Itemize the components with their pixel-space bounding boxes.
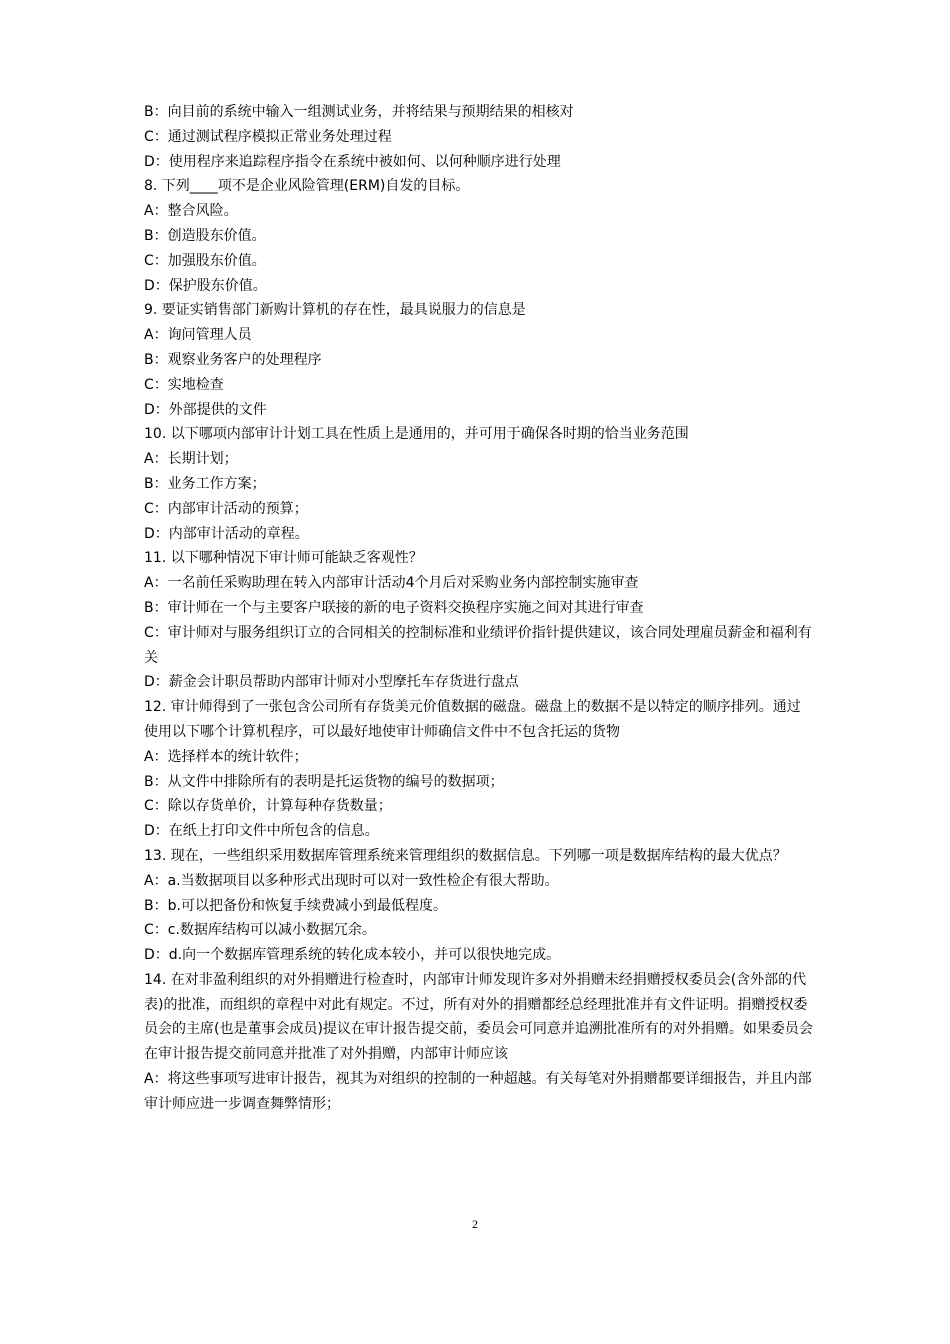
text-line: D：内部审计活动的章程。 xyxy=(144,525,309,542)
text-line: B：向目前的系统中输入一组测试业务，并将结果与预期结果的相核对 xyxy=(144,104,574,120)
text-line: B：b.可以把备份和恢复手续费减小到最低程度。 xyxy=(144,897,447,914)
page-content xyxy=(144,100,814,1117)
text-line: B：创造股东价值。 xyxy=(144,227,266,244)
question-14: 14. 在对非盈利组织的对外捐赠进行检查时，内部审计师发现许多对外捐赠未经捐赠授权委员会(含外部的代表)的批准，而组织的章程中对此有规定。不过，所有对外的捐赠都经总经理批准并有文件证明。捐赠授权委员会的主席(也是董事会成员)提议在审计报告提交前，委员会可同意并追溯批准所有的对外捐赠。如果委员会在审计报告提交前同意并批准了对外捐赠，内部审计师应该 xyxy=(144,971,813,1063)
text-line: B：业务工作方案； xyxy=(144,475,266,492)
text-line: B：从文件中排除所有的表明是托运货物的编号的数据项； xyxy=(144,773,504,790)
text-line: A：选择样本的统计软件； xyxy=(144,748,308,765)
text-line: A：一名前任采购助理在转入内部审计活动4个月后对采购业务内部控制实施审查 xyxy=(144,575,639,592)
text-line: C：c.数据库结构可以减小数据冗余。 xyxy=(144,922,376,939)
text-line: D：使用程序来追踪程序指令在系统中被如何、以何种顺序进行处理 xyxy=(144,153,561,170)
question-13: 13. 现在，一些组织采用数据库管理系统来管理组织的数据信息。下列哪一项是数据库结构的最大优点？ xyxy=(144,847,787,864)
text-line: A：a.当数据项目以多种形式出现时可以对一致性检企有很大帮助。 xyxy=(144,872,559,889)
question-11: 11. 以下哪种情况下审计师可能缺乏客观性？ xyxy=(144,550,423,567)
text-line: A：将这些事项写进审计报告，视其为对组织的控制的一种超越。有关每笔对外捐赠都要详细报告，并且内部审计师应进一步调查舞弊情形； xyxy=(144,1071,812,1112)
text-line: C：除以存货单价，计算每种存货数量； xyxy=(144,798,392,815)
text-line: D：外部提供的文件 xyxy=(144,401,267,418)
text-line: A：整合风险。 xyxy=(144,203,238,220)
question-12: 12. 审计师得到了一张包含公司所有存货美元价值数据的磁盘。磁盘上的数据不是以特定的顺序排列。通过使用以下哪个计算机程序，可以最好地使审计师确信文件中不包含托运的货物 xyxy=(144,699,801,740)
text-line: C：内部审计活动的预算； xyxy=(144,500,308,517)
question-9: 9. 要证实销售部门新购计算机的存在性，最具说服力的信息是 xyxy=(144,302,526,319)
text-line: B：观察业务客户的处理程序 xyxy=(144,351,322,368)
text-line: C：通过测试程序模拟正常业务处理过程 xyxy=(144,128,392,145)
text-line: C：加强股东价值。 xyxy=(144,252,266,269)
question-10: 10. 以下哪项内部审计计划工具在性质上是通用的，并可用于确保各时期的恰当业务范围 xyxy=(144,426,689,443)
question-8: 8. 下列____项不是企业风险管理(ERM)自发的目标。 xyxy=(144,178,470,195)
text-line: B：审计师在一个与主要客户联接的新的电子资料交换程序实施之间对其进行审查 xyxy=(144,599,644,616)
text-line: C：实地检查 xyxy=(144,376,224,393)
text-line: A：询问管理人员 xyxy=(144,327,252,344)
text-line: A：长期计划； xyxy=(144,451,238,468)
text-line: D：保护股东价值。 xyxy=(144,277,267,294)
page-number: 2 xyxy=(472,1217,478,1231)
text-line: C：审计师对与服务组织订立的合同相关的控制标准和业绩评价指针提供建议，该合同处理雇员薪金和福利有关 xyxy=(144,624,812,666)
text-line: D：在纸上打印文件中所包含的信息。 xyxy=(144,823,379,840)
text-line: D：薪金会计职员帮助内部审计师对小型摩托车存货进行盘点 xyxy=(144,674,519,691)
text-line: D：d.向一个数据库管理系统的转化成本较小，并可以很快地完成。 xyxy=(144,947,561,964)
